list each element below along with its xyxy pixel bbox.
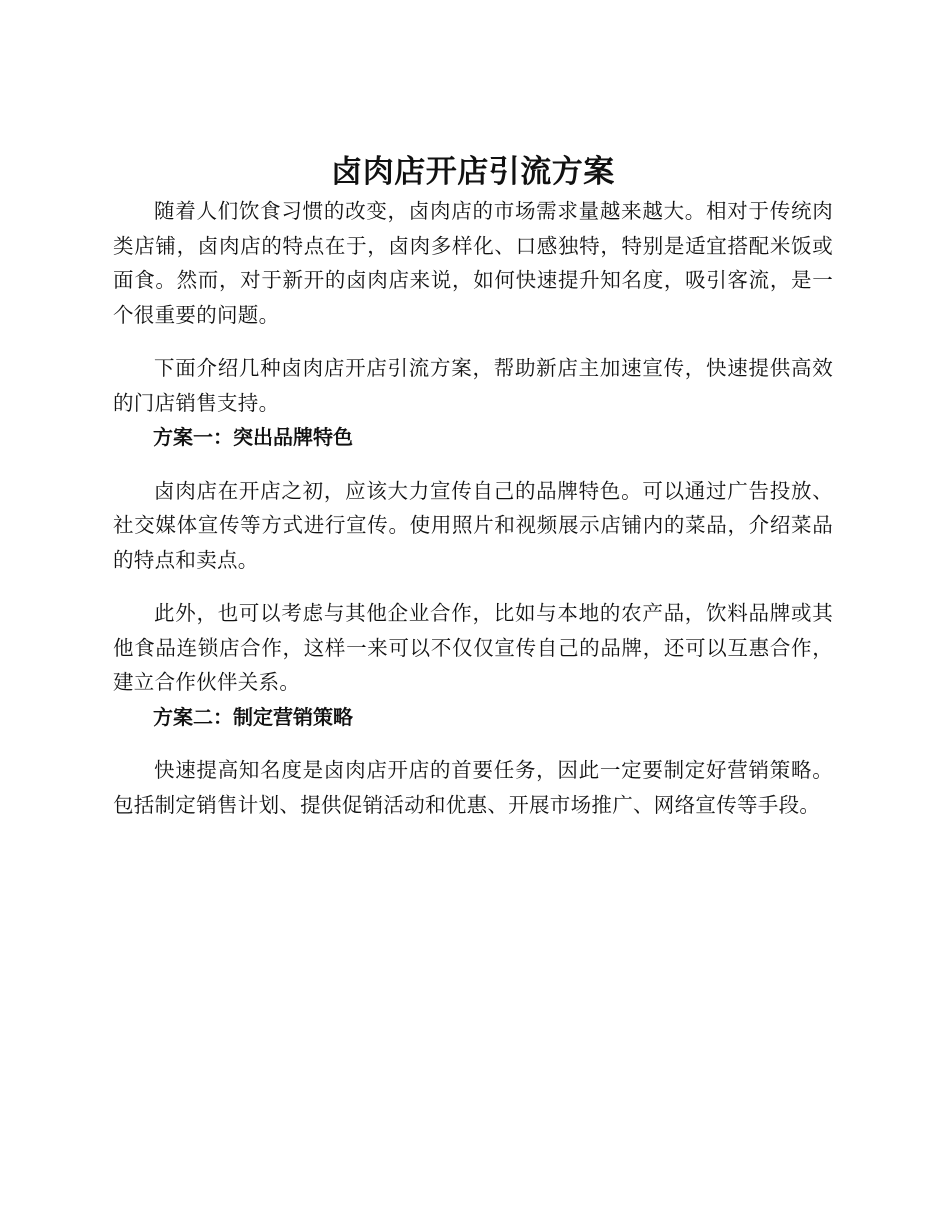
section-heading-plan-two: 方案二：制定营销策略 <box>153 704 353 729</box>
plan-one-paragraph-1: 卤肉店在开店之初，应该大力宣传自己的品牌特色。可以通过广告投放、社交媒体宣传等方式进行宣传。使用照片和视频展示店铺内的菜品，介绍菜品的特点和卖点。 <box>113 478 833 572</box>
document-page <box>113 150 833 822</box>
overview-paragraph: 下面介绍几种卤肉店开店引流方案，帮助新店主加速宣传，快速提供高效的门店销售支持。 <box>113 356 833 415</box>
intro-paragraph: 随着人们饮食习惯的改变，卤肉店的市场需求量越来越大。相对于传统肉类店铺，卤肉店的特点在于，卤肉多样化、口感独特，特别是适宜搭配米饭或面食。然而，对于新开的卤肉店来说，如何快速提升知名度，吸引客流，是一个很重要的问题。 <box>113 199 833 327</box>
plan-two-paragraph: 快速提高知名度是卤肉店开店的首要任务，因此一定要制定好营销策略。包括制定销售计划、提供促销活动和优惠、开展市场推广、网络宣传等手段。 <box>113 758 833 817</box>
section-heading-plan-one: 方案一：突出品牌特色 <box>153 425 353 449</box>
document-title: 卤肉店开店引流方案 <box>331 154 615 190</box>
plan-one-paragraph-2: 此外，也可以考虑与其他企业合作，比如与本地的农产品，饮料品牌或其他食品连锁店合作，这样一来可以不仅仅宣传自己的品牌，还可以互惠合作，建立合作伙伴关系。 <box>113 601 833 694</box>
